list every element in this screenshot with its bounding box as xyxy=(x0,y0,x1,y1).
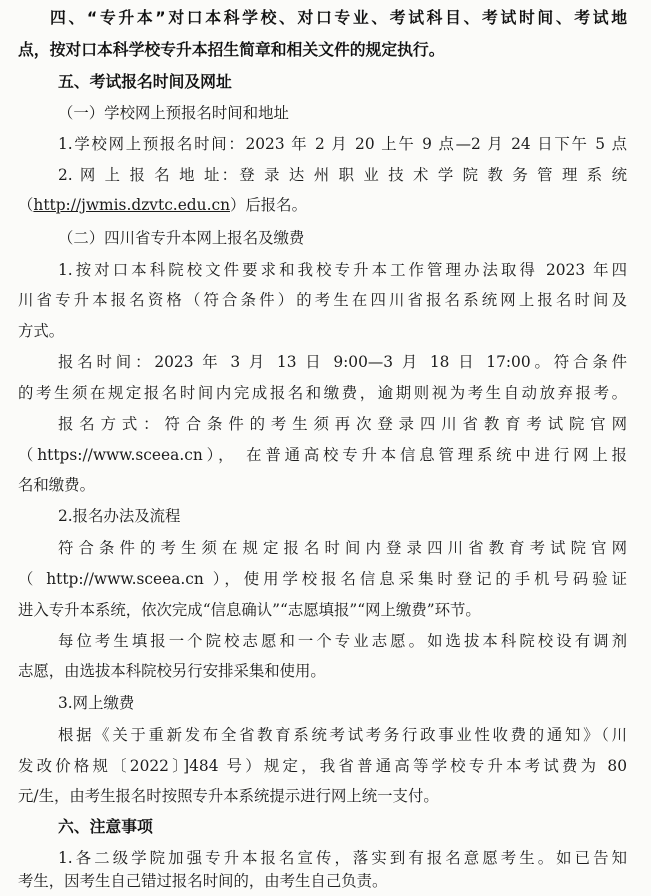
paragraph-8-line-3: 元/生，由考生报名时按照专升本系统提示进行网上统一支付。 xyxy=(18,787,439,805)
paragraph-1-line-1: 1.按对口本科院校文件要求和我校专升本工作管理办法取得 2023 年四 xyxy=(58,261,627,279)
paragraph-3-line-2: （https://www.sceea.cn）， 在普通高校专升本信息管理系统中进行网上报 xyxy=(18,446,627,464)
registration-address-line-1: 2. 网 上 报 名 地 址：登 录 达 州 职 业 技 术 学 院 教 务 管 理 系 统 xyxy=(58,166,627,184)
section-6-heading: 六、注意事项 xyxy=(58,817,153,836)
procedure-heading: 2.报名办法及流程 xyxy=(58,507,181,525)
paragraph-3-line-1: 报名方式：符合条件的考生须再次登录四川省教育考试院官网 xyxy=(58,415,627,433)
paragraph-2-line-1: 报名时间：2023 年 3 月 13 日 9:00—3 月 18 日 17:00。符合条件 xyxy=(58,353,627,371)
paragraph-8-line-2: 发改价格规〔2022〕]484 号）规定，我省普通高等学校专升本考试费为 80 xyxy=(18,757,627,775)
jwmis-link[interactable]: http://jwmis.dzvtc.edu.cn xyxy=(33,196,230,214)
paragraph-2-line-2: 的考生须在规定报名时间内完成报名和缴费，逾期则视为考生自动放弃报考。 xyxy=(18,384,627,402)
after-link-text: ）后报名。 xyxy=(230,196,307,214)
paragraph-1-line-2: 川省专升本报名资格（符合条件）的考生在四川省报名系统网上报名时间及 xyxy=(18,291,627,309)
preregistration-time: 1.学校网上预报名时间：2023 年 2 月 20 上午 9 点—2 月 24 日下午 5 点 xyxy=(58,135,627,153)
section-4-line-1: 四、“专升本”对口本科学校、对口专业、考试科目、考试时间、考试地 xyxy=(50,8,627,27)
paragraph-6-line-2: 志愿，由选拔本科院校另行安排采集和使用。 xyxy=(18,662,326,680)
notice-item-1-line-2: 考生，因考生自己错过报名时间的，由考生自己负责。 xyxy=(18,872,388,890)
section-4-line-2: 点，按对口本科学校专升本招生简章和相关文件的规定执行。 xyxy=(18,40,445,59)
paragraph-8-line-1: 根据《关于重新发布全省教育系统考试考务行政事业性收费的通知》（川 xyxy=(58,726,627,744)
paragraph-6-line-1: 每位考生填报一个院校志愿和一个专业志愿。如选拔本科院校设有调剂 xyxy=(58,632,627,650)
notice-item-1-line-1: 1.各二级学院加强专升本报名宣传，落实到有报名意愿考生。如已告知 xyxy=(58,849,627,867)
paragraph-5-line-1: 符合条件的考生须在规定报名时间内登录四川省教育考试院官网 xyxy=(58,539,627,557)
paren-open: （ xyxy=(18,196,34,214)
registration-address-line-2 xyxy=(18,190,627,220)
paragraph-3-line-3: 名和缴费。 xyxy=(18,476,95,494)
paragraph-5-line-2: （ http://www.sceea.cn ），使用学校报名信息采集时登记的手机号码验证 xyxy=(18,570,627,588)
subsection-1-heading: （一）学校网上预报名时间和地址 xyxy=(58,104,289,122)
section-5-heading: 五、考试报名时间及网址 xyxy=(58,72,232,91)
paragraph-5-line-3: 进入专升本系统，依次完成“信息确认”“志愿填报”“网上缴费”环节。 xyxy=(18,601,481,619)
paragraph-1-line-3: 方式。 xyxy=(18,322,65,340)
payment-heading: 3.网上缴费 xyxy=(58,694,135,712)
subsection-2-heading: （二）四川省专升本网上报名及缴费 xyxy=(58,229,305,247)
